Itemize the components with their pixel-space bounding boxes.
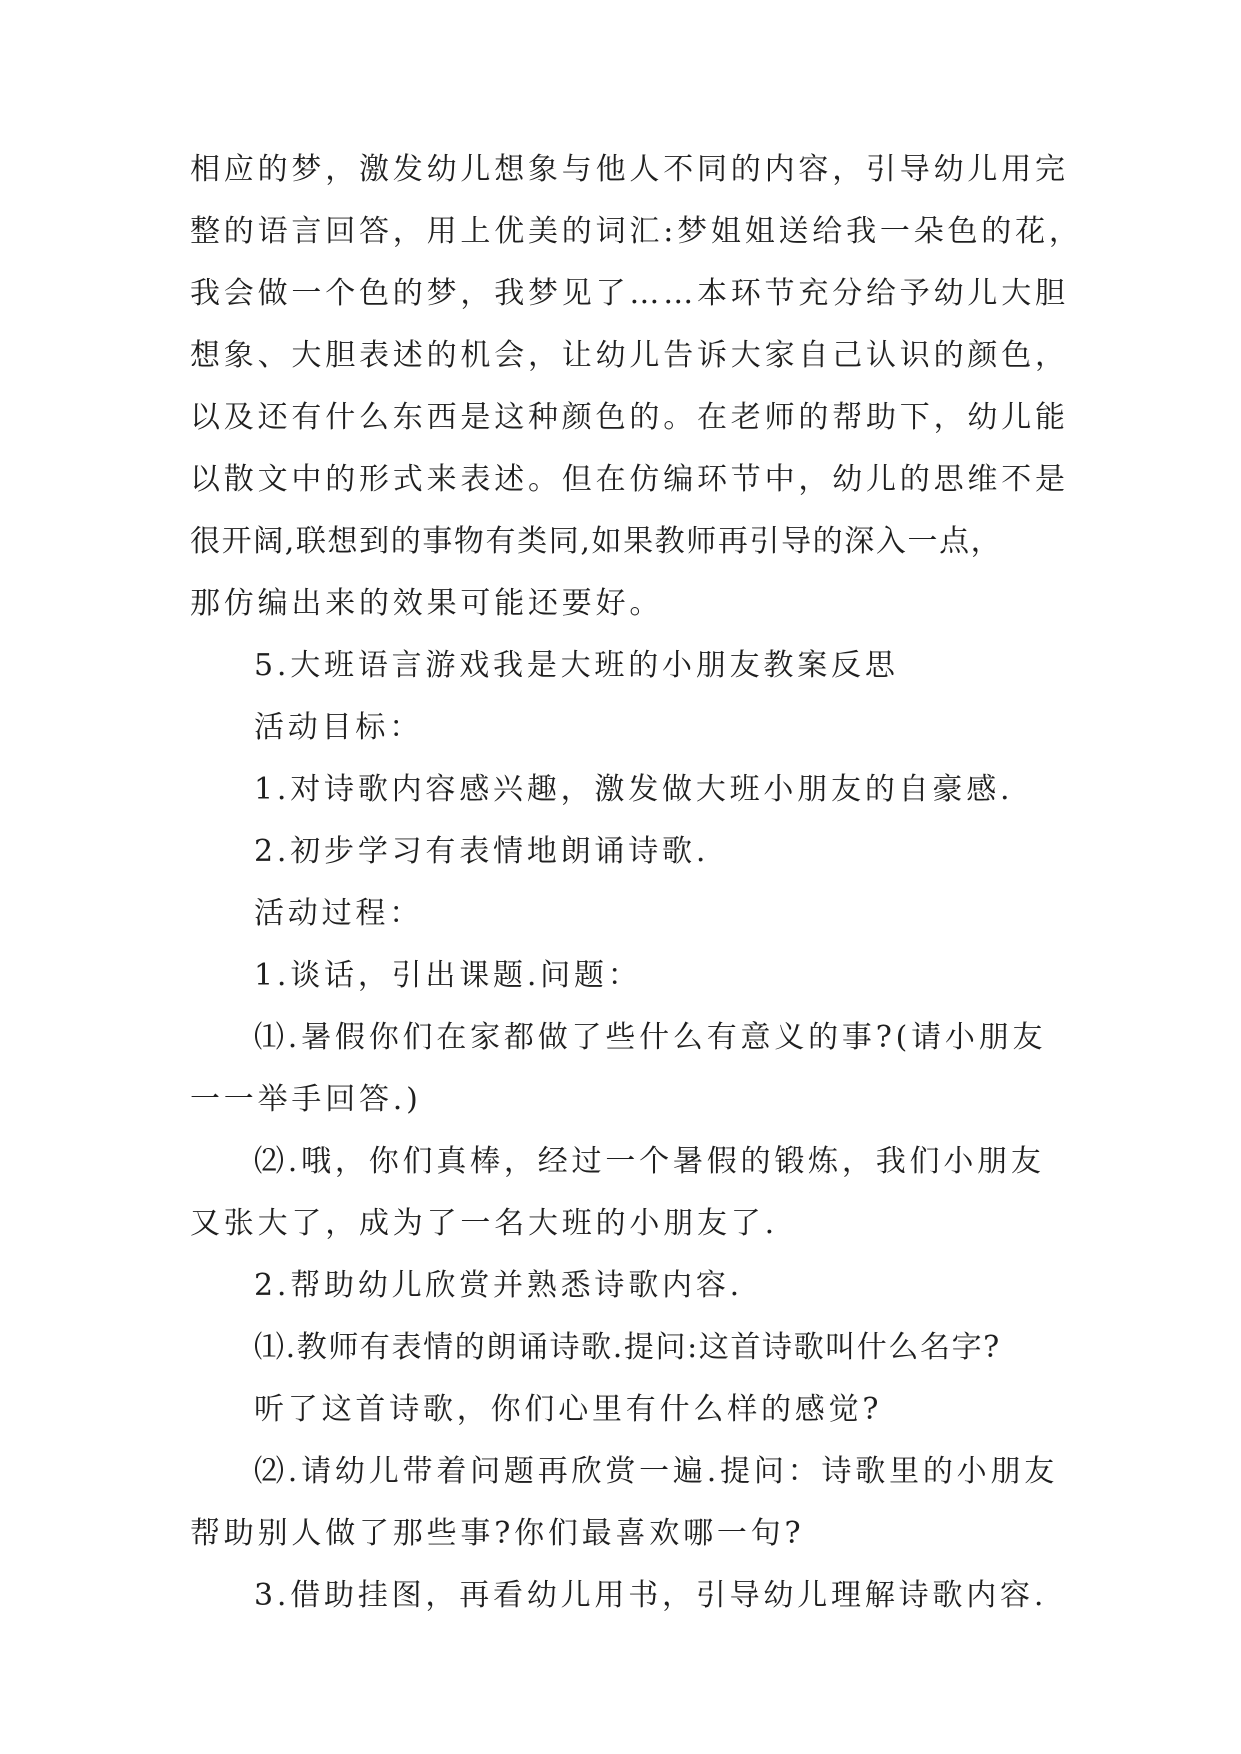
paragraph-line: 一一举手回答.) [190, 1082, 422, 1117]
process-substep: ⑴.教师有表情的朗诵诗歌.提问:这首诗歌叫什么名字? [254, 1330, 1001, 1365]
goal-item: 1.对诗歌内容感兴趣，激发做大班小朋友的自豪感. [254, 772, 1014, 807]
paragraph-line: 又张大了，成为了一名大班的小朋友了. [190, 1206, 778, 1241]
process-step: 3.借助挂图，再看幼儿用书，引导幼儿理解诗歌内容. [254, 1578, 1048, 1613]
subheading-goals: 活动目标： [254, 710, 423, 745]
paragraph-line: 以及还有什么东西是这种颜色的。在老师的帮助下，幼儿能 [190, 400, 1069, 435]
paragraph-line: 整的语言回答，用上优美的词汇:梦姐姐送给我一朵色的花， [190, 214, 1083, 249]
paragraph-line: 以散文中的形式来表述。但在仿编环节中，幼儿的思维不是 [190, 462, 1069, 497]
paragraph-line: 那仿编出来的效果可能还要好。 [190, 586, 664, 621]
section-heading: 5.大班语言游戏我是大班的小朋友教案反思 [254, 648, 899, 683]
process-substep: ⑵.请幼儿带着问题再欣赏一遍.提问：诗歌里的小朋友 [254, 1454, 1059, 1489]
process-substep: ⑴.暑假你们在家都做了些什么有意义的事?(请小朋友 [254, 1020, 1047, 1055]
process-step: 2.帮助幼儿欣赏并熟悉诗歌内容. [254, 1268, 743, 1303]
paragraph-line: 很开阔,联想到的事物有类同,如果教师再引导的深入一点， [190, 524, 1003, 559]
subheading-process: 活动过程： [254, 896, 423, 931]
paragraph-line: 听了这首诗歌，你们心里有什么样的感觉? [254, 1392, 883, 1427]
paragraph-line: 我会做一个色的梦，我梦见了……本环节充分给予幼儿大胆 [190, 276, 1069, 311]
paragraph-line: 想象、大胆表述的机会，让幼儿告诉大家自己认识的颜色， [190, 338, 1069, 373]
process-step: 1.谈话，引出课题.问题： [254, 958, 642, 993]
process-substep: ⑵.哦，你们真棒，经过一个暑假的锻炼，我们小朋友 [254, 1144, 1045, 1179]
goal-item: 2.初步学习有表情地朗诵诗歌. [254, 834, 710, 869]
paragraph-line: 相应的梦，激发幼儿想象与他人不同的内容，引导幼儿用完 [190, 152, 1069, 187]
paragraph-line: 帮助别人做了那些事?你们最喜欢哪一句? [190, 1516, 805, 1551]
